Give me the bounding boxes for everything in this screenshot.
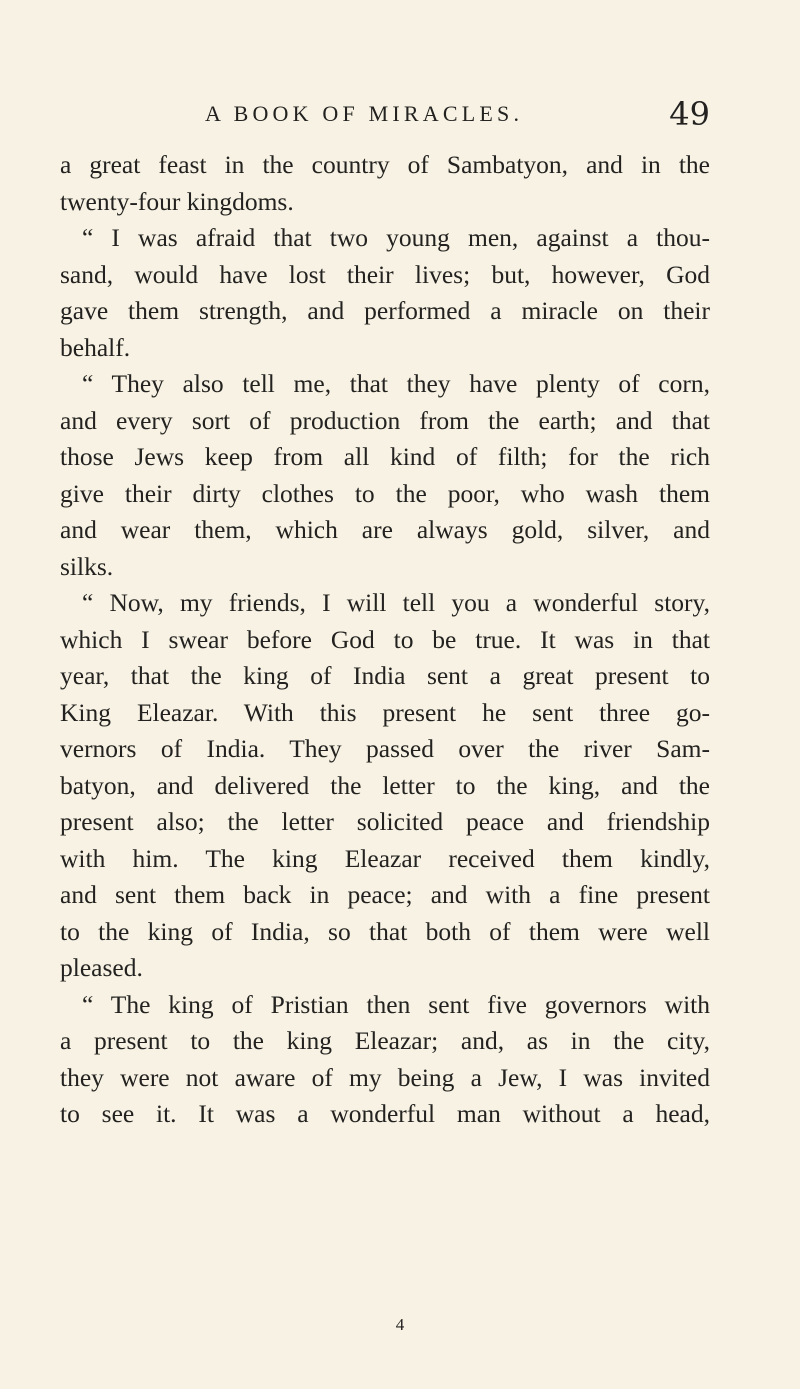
text-line: “ I was afraid that two young men, against a thou- bbox=[82, 223, 710, 253]
text-line: batyon, and delivered the letter to the king, and the bbox=[60, 770, 710, 800]
text-line: to the king of India, so that both of them were well bbox=[60, 916, 710, 946]
text-line: with him. The king Eleazar received them kindly, bbox=[60, 843, 710, 873]
text-line: gave them strength, and performed a miracle on their bbox=[60, 296, 710, 326]
text-line: they were not aware of my being a Jew, I was invited bbox=[60, 1062, 710, 1092]
text-line: and wear them, which are always gold, silver, and bbox=[60, 515, 710, 545]
text-line: sand, would have lost their lives; but, however, God bbox=[60, 259, 710, 289]
text-line: give their dirty clothes to the poor, who wash them bbox=[60, 478, 710, 508]
page-number: 49 bbox=[669, 95, 710, 133]
text-line: those Jews keep from all kind of filth; for the rich bbox=[60, 442, 710, 472]
text-line: present also; the letter solicited peace and friendship bbox=[60, 807, 710, 837]
text-line: pleased. bbox=[60, 953, 143, 983]
signature-mark: 4 bbox=[395, 1315, 405, 1334]
text-line: “ Now, my friends, I will tell you a wonderful story, bbox=[82, 588, 710, 618]
text-line: “ They also tell me, that they have plenty of corn, bbox=[82, 369, 710, 399]
text-line: and every sort of production from the earth; and that bbox=[60, 405, 710, 435]
text-line: year, that the king of India sent a great present to bbox=[60, 661, 710, 691]
text-line: King Eleazar. With this present he sent three go- bbox=[60, 697, 710, 727]
text-line: to see it. It was a wonderful man without a head, bbox=[60, 1099, 710, 1129]
text-line: vernors of India. They passed over the river Sam- bbox=[60, 734, 710, 764]
running-head bbox=[60, 94, 710, 134]
text-line: which I swear before God to be true. It was in that bbox=[60, 624, 710, 654]
running-title: A BOOK OF MIRACLES. bbox=[205, 101, 524, 126]
text-line: silks. bbox=[60, 551, 114, 581]
text-line: and sent them back in peace; and with a fine present bbox=[60, 880, 710, 910]
text-line: twenty-four kingdoms. bbox=[60, 186, 294, 216]
text-line: a present to the king Eleazar; and, as in the city, bbox=[60, 1026, 710, 1056]
text-line: a great feast in the country of Sambatyon, and in the bbox=[60, 150, 710, 179]
text-line: behalf. bbox=[60, 332, 131, 362]
body-text bbox=[60, 147, 710, 1133]
text-line: “ The king of Pristian then sent five governors with bbox=[82, 989, 710, 1019]
